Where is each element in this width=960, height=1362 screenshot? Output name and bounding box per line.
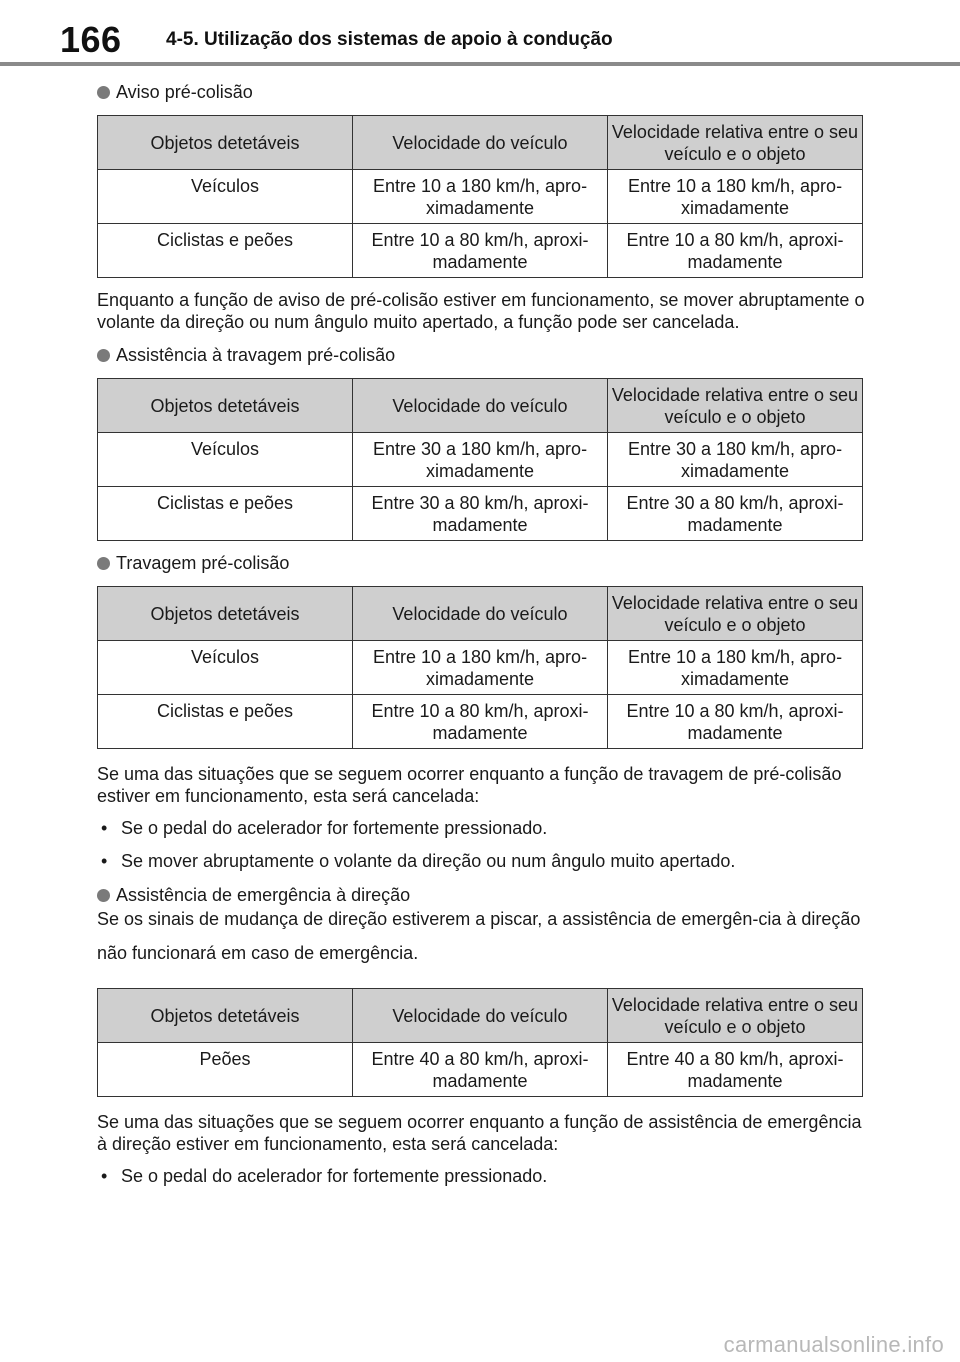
table-row	[98, 1043, 863, 1097]
header-objects: Objetos detetáveis	[98, 989, 353, 1043]
cell-speed: Entre 30 a 80 km/h, aproxi-madamente	[353, 487, 608, 541]
cell-object: Veículos	[98, 641, 353, 695]
spec-table-travagem	[97, 586, 863, 749]
list-bullet: •	[101, 851, 108, 871]
table-row	[98, 433, 863, 487]
list-bullet: •	[101, 1166, 108, 1186]
cell-speed: Entre 10 a 80 km/h, aproxi-madamente	[353, 695, 608, 749]
cell-relative: Entre 40 a 80 km/h, aproxi-madamente	[608, 1043, 863, 1097]
header-relative: Velocidade relativa entre o seu veículo e o objeto	[608, 379, 863, 433]
header-objects: Objetos detetáveis	[98, 116, 353, 170]
cell-relative: Entre 10 a 80 km/h, aproxi-madamente	[608, 224, 863, 278]
note-aviso: Enquanto a função de aviso de pré-colisão estiver em funcionamento, se mover abruptamente o volante da direção ou num ângulo muito apertado, a função pode ser cancelada.	[97, 290, 865, 332]
section-heading-text: Travagem pré-colisão	[116, 553, 290, 573]
bullet-circle-icon	[97, 86, 110, 99]
cell-speed: Entre 10 a 180 km/h, apro-ximadamente	[353, 641, 608, 695]
cell-object: Veículos	[98, 433, 353, 487]
bullet-circle-icon	[97, 889, 110, 902]
chapter-title: 4-5. Utilização dos sistemas de apoio à condução	[166, 29, 613, 50]
header-rule	[0, 62, 960, 66]
header-relative: Velocidade relativa entre o seu veículo e o objeto	[608, 116, 863, 170]
list-item	[97, 817, 867, 839]
spec-table-assistencia-travagem	[97, 378, 863, 541]
section-heading-text: Assistência de emergência à direção	[116, 885, 411, 905]
header-speed: Velocidade do veículo	[353, 379, 608, 433]
table-header-row	[98, 379, 863, 433]
section-heading-text: Assistência à travagem pré-colisão	[116, 345, 396, 365]
list-item-text: Se o pedal do acelerador for fortemente pressionado.	[121, 1166, 548, 1186]
header-objects: Objetos detetáveis	[98, 587, 353, 641]
watermark: carmanualsonline.info	[723, 1332, 944, 1357]
table-header-row	[98, 116, 863, 170]
spec-table-aviso	[97, 115, 863, 278]
cell-speed: Entre 30 a 180 km/h, apro-ximadamente	[353, 433, 608, 487]
cell-relative: Entre 10 a 180 km/h, apro-ximadamente	[608, 641, 863, 695]
list-item-text: Se o pedal do acelerador for fortemente pressionado.	[121, 818, 548, 838]
table-row	[98, 224, 863, 278]
section-heading-travagem	[97, 551, 867, 575]
page-number: 166	[60, 19, 122, 60]
bullet-circle-icon	[97, 557, 110, 570]
table-header-row	[98, 587, 863, 641]
note-travagem: Se uma das situações que se seguem ocorrer enquanto a função de travagem de pré-colisão estiver em funcionamento, esta será cancelada:	[97, 764, 842, 806]
header-relative: Velocidade relativa entre o seu veículo e o objeto	[608, 587, 863, 641]
cell-object: Peões	[98, 1043, 353, 1097]
table-row	[98, 487, 863, 541]
cell-object: Veículos	[98, 170, 353, 224]
cell-relative: Entre 10 a 80 km/h, aproxi-madamente	[608, 695, 863, 749]
note-assistencia-direcao: Se uma das situações que se seguem ocorrer enquanto a função de assistência de emergência à direção estiver em funcionamento, esta será cancelada:	[97, 1112, 862, 1154]
cell-speed: Entre 10 a 180 km/h, apro-ximadamente	[353, 170, 608, 224]
spec-table-assistencia-direcao	[97, 988, 863, 1097]
page-header	[0, 0, 960, 68]
header-speed: Velocidade do veículo	[353, 587, 608, 641]
list-item-text: Se mover abruptamente o volante da direção ou num ângulo muito apertado.	[121, 851, 736, 871]
cell-relative: Entre 10 a 180 km/h, apro-ximadamente	[608, 170, 863, 224]
intro-assistencia-direcao: Se os sinais de mudança de direção estiverem a piscar, a assistência de emergên-cia à direção não funcionará em caso de emergência.	[97, 909, 861, 963]
section-heading-assistencia-travagem	[97, 343, 867, 367]
page-content	[97, 78, 867, 1187]
cell-object: Ciclistas e peões	[98, 224, 353, 278]
list-item	[97, 1165, 867, 1187]
table-header-row	[98, 989, 863, 1043]
table-row	[98, 695, 863, 749]
section-heading-aviso	[97, 80, 867, 104]
table-row	[98, 170, 863, 224]
header-objects: Objetos detetáveis	[98, 379, 353, 433]
cell-object: Ciclistas e peões	[98, 695, 353, 749]
header-speed: Velocidade do veículo	[353, 116, 608, 170]
table-row	[98, 641, 863, 695]
section-heading-text: Aviso pré-colisão	[116, 82, 253, 102]
list-bullet: •	[101, 818, 108, 838]
cell-relative: Entre 30 a 180 km/h, apro-ximadamente	[608, 433, 863, 487]
list-item	[97, 850, 867, 872]
header-relative: Velocidade relativa entre o seu veículo e o objeto	[608, 989, 863, 1043]
cell-speed: Entre 40 a 80 km/h, aproxi-madamente	[353, 1043, 608, 1097]
cell-relative: Entre 30 a 80 km/h, aproxi-madamente	[608, 487, 863, 541]
bullet-circle-icon	[97, 349, 110, 362]
cell-speed: Entre 10 a 80 km/h, aproxi-madamente	[353, 224, 608, 278]
cell-object: Ciclistas e peões	[98, 487, 353, 541]
header-speed: Velocidade do veículo	[353, 989, 608, 1043]
